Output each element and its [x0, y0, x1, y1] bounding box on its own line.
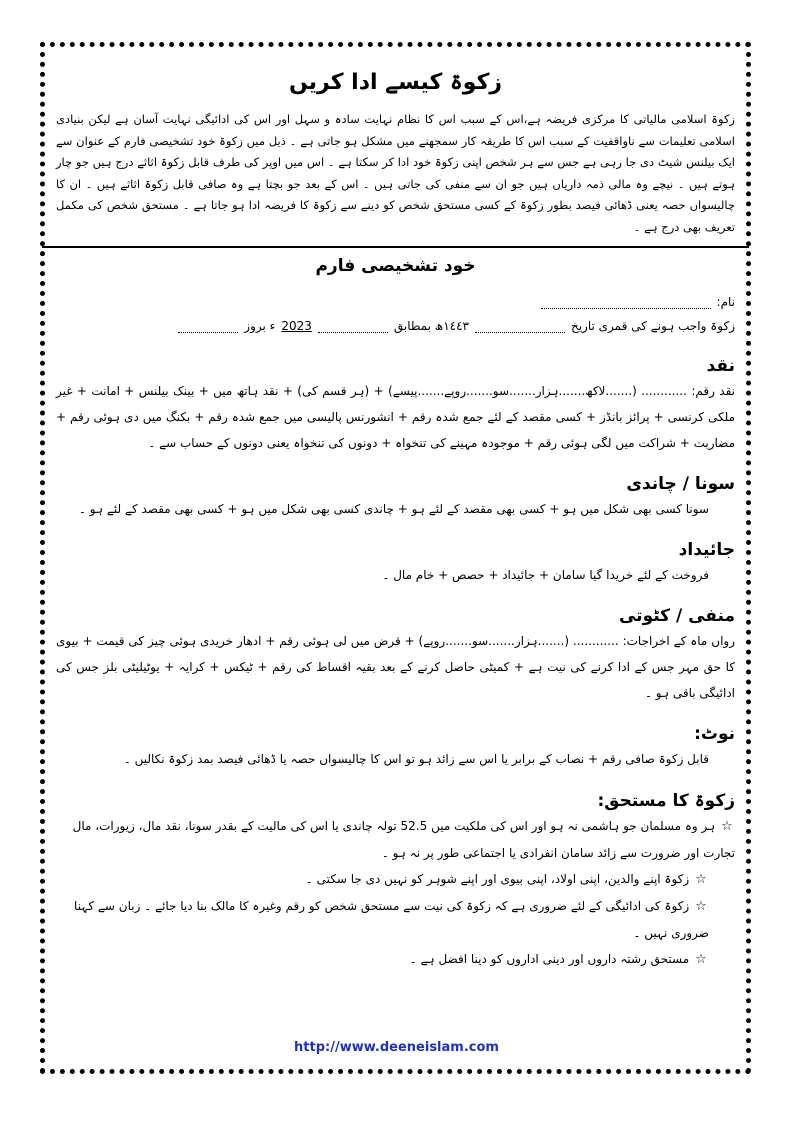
cash-heading: نقد — [706, 356, 735, 376]
eligible-item — [56, 893, 735, 946]
gold-silver-heading: سونا / چاندی — [626, 474, 735, 494]
note-heading: نوٹ: — [694, 724, 735, 744]
hijri-date-field[interactable] — [475, 320, 565, 333]
day-field[interactable] — [178, 320, 238, 333]
eligible-item-text: ہر وہ مسلمان جو ہاشمی نہ ہو اور اس کی ملکیت میں 52.5 تولہ چاندی یا اس کی مالیت کے بقدر سونا، نقد مال، زیورات، مال تجارت اور ضرورت سے زائد سامان انفرادی یا اجتماعی طور پر نہ ہو ۔ — [72, 819, 735, 860]
hijri-year: ١٤٤٣ھ بمطابق — [393, 319, 469, 333]
star-icon: ☆ — [721, 819, 733, 834]
date-label: زکوۃ واجب ہونے کی قمری تاریخ — [570, 319, 735, 333]
deductions-heading: منفی / کٹوتی — [618, 606, 735, 626]
date-row — [56, 314, 735, 338]
name-field[interactable] — [541, 296, 711, 309]
gold-silver-text: سونا کسی بھی شکل میں ہو + کسی بھی مقصد کے لئے ہو + چاندی کسی بھی شکل میں ہو + کسی بھی مقصد کے لئے ہو ۔ — [78, 502, 709, 516]
deductions-text: رواں ماہ کے اخراجات: ............ (.......ہزار.......سو.......روپے) + قرض میں لی ہوئی رقم + ادھار خریدی ہوئی چیز کی قیمت + بیوی کا حق مہر جس کے ادا کرنے کی نیت ہے + کمیٹی حاصل کرنے کے بعد بقیہ اقساط کی رقم + ٹیکس + کرایہ + یوٹیلیٹی بلز جس کی ادائیگی باقی ہو ۔ — [56, 634, 735, 700]
website-footer — [0, 1040, 793, 1055]
star-icon: ☆ — [695, 899, 707, 914]
eligible-item — [56, 866, 735, 893]
page-title: زکوۃ کیسے ادا کریں — [288, 70, 503, 95]
name-label: نام: — [716, 295, 735, 309]
property-text: فروخت کے لئے خریدا گیا سامان + جائیداد + حصص + خام مال ۔ — [382, 568, 709, 582]
eligible-item — [56, 813, 735, 866]
eligible-item-text: زکوۃ کی ادائیگی کے لئے ضروری ہے کہ زکوۃ کی نیت سے مستحق شخص کو رقم وغیرہ کا مالک بنا دیا جائے ۔ زبان سے کہنا ضروری نہیں ۔ — [74, 899, 709, 940]
star-icon: ☆ — [695, 952, 707, 967]
eligible-item-text: زکوۃ اپنے والدین، اپنی اولاد، اپنی بیوی اور اپنے شوہر کو نہیں دی جا سکتی ۔ — [305, 872, 690, 886]
gregorian-year: 2023 — [281, 319, 312, 333]
website-link[interactable]: http://www.deeneislam.com — [294, 1040, 499, 1055]
intro-paragraph: زکوۃ اسلامی مالیاتی کا مرکزی فریضہ ہے،اس کے سبب اس کا نظام نہایت سادہ و سہل اور اس کی ادائیگی نہایت آسان ہے لیکن بنیادی اسلامی تعلیمات سے ناواقفیت کے سبب اس کا طریقہ کار سمجھنے میں مشکل ہو جاتی ہے ۔ ذیل میں زکوۃ خود تشخیصی فارم کے عنوان سے ایک بیلنس شیٹ دی جا رہی ہے جس سے ہر شخص اپنی زکوۃ خود ادا کر سکتا ہے ۔ اس میں اوپر کی طرف قابل زکوۃ اثاثے درج ہیں جو چار ہوتے ہیں ۔ نیچے وہ مالی ذمہ داریاں ہیں جو ان سے منفی کی جاتی ہیں ۔ اس کے بعد جو بچتا ہے وہ صافی قابل زکوۃ اثاثے ہیں ۔ ان کا چالیسواں حصہ یعنی ڈھائی فیصد بطور زکوۃ کے کسی مستحق شخص کو دینے سے زکوۃ کا فریضہ ادا ہو جاتا ہے ۔ مستحق شخص کی مکمل تعریف بھی درج ہے ۔ — [56, 112, 735, 234]
note-text: قابل زکوۃ صافی رقم + نصاب کے برابر یا اس سے زائد ہو تو اس کا چالیسواں حصہ یا ڈھائی فیصد بمد زکوۃ نکالیں ۔ — [123, 752, 709, 766]
cash-text: نقد رقم: ............ (.......لاکھ.......ہزار.......سو.......روپے.......پیسے) + (ہر قسم کی) + نقد ہاتھ میں + بینک بیلنس + امانت + غیر ملکی کرنسی + پرائز بانڈز + کسی مقصد کے لئے جمع شدہ رقم + انشورنس پالیسی میں جمع شدہ رقم + بکنگ میں دی ہوئی رقم + مضاربت + شراکت میں لگی ہوئی رقم + موجودہ مہینے کی تنخواہ + دونوں کی تنخواہ یعنی دونوں کے حساب سے ۔ — [56, 384, 735, 450]
year-suffix: ء بروز — [244, 319, 276, 333]
document-content — [56, 58, 735, 973]
gregorian-date-field[interactable] — [318, 320, 388, 333]
eligible-item-text: مستحق رشتہ داروں اور دینی اداروں کو دینا افضل ہے ۔ — [409, 952, 690, 966]
eligible-item — [56, 946, 735, 973]
name-row — [56, 290, 735, 314]
star-icon: ☆ — [695, 872, 707, 887]
eligible-heading: زکوۃ کا مستحق: — [597, 791, 735, 811]
property-heading: جائیداد — [678, 540, 735, 560]
form-title: خود تشخیصی فارم — [315, 256, 476, 276]
section-divider — [42, 246, 749, 248]
